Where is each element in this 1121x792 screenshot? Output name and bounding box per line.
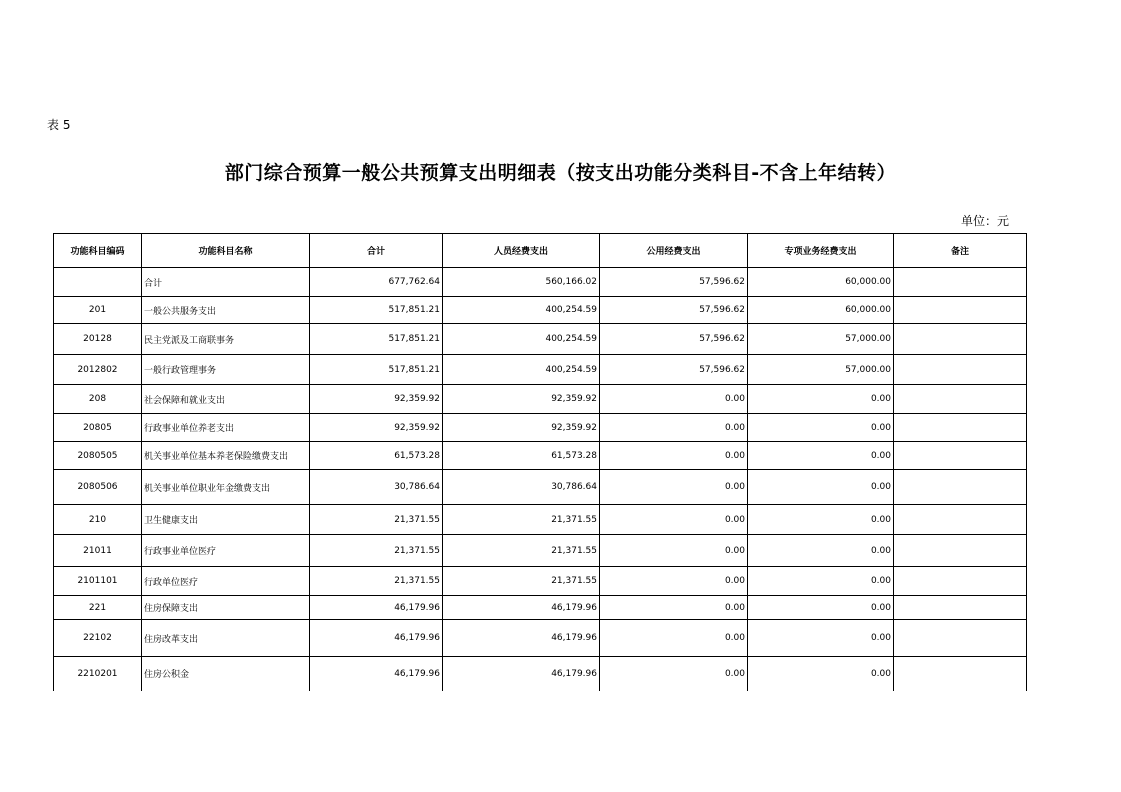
cell-public: 0.00 (600, 620, 748, 657)
cell-note (894, 385, 1027, 414)
cell-special: 0.00 (748, 442, 894, 470)
cell-total: 46,179.96 (310, 657, 443, 691)
table-row (54, 414, 1027, 442)
cell-total: 21,371.55 (310, 535, 443, 567)
cell-name: 机关事业单位基本养老保险缴费支出 (142, 442, 310, 470)
cell-personnel: 92,359.92 (443, 414, 600, 442)
cell-total: 517,851.21 (310, 297, 443, 324)
cell-note (894, 620, 1027, 657)
cell-special: 0.00 (748, 596, 894, 620)
cell-total: 21,371.55 (310, 567, 443, 596)
cell-code: 201 (54, 297, 142, 324)
cell-personnel: 21,371.55 (443, 535, 600, 567)
table-row (54, 442, 1027, 470)
header-public-expense: 公用经费支出 (600, 234, 748, 268)
table-row (54, 385, 1027, 414)
cell-public: 0.00 (600, 535, 748, 567)
cell-personnel: 560,166.02 (443, 268, 600, 297)
cell-name: 住房保障支出 (142, 596, 310, 620)
table-row (54, 324, 1027, 355)
cell-name: 合计 (142, 268, 310, 297)
cell-note (894, 535, 1027, 567)
cell-personnel: 46,179.96 (443, 596, 600, 620)
cell-special: 0.00 (748, 535, 894, 567)
cell-total: 61,573.28 (310, 442, 443, 470)
cell-code: 210 (54, 505, 142, 535)
table-row (54, 657, 1027, 691)
cell-code: 221 (54, 596, 142, 620)
cell-note (894, 268, 1027, 297)
cell-public: 57,596.62 (600, 355, 748, 385)
cell-personnel: 21,371.55 (443, 567, 600, 596)
cell-name: 民主党派及工商联事务 (142, 324, 310, 355)
budget-expenditure-table (53, 233, 1027, 691)
cell-code: 22102 (54, 620, 142, 657)
unit-label: 单位：元 (960, 214, 1009, 228)
cell-special: 0.00 (748, 657, 894, 691)
cell-name: 一般行政管理事务 (142, 355, 310, 385)
cell-total: 46,179.96 (310, 620, 443, 657)
cell-public: 0.00 (600, 596, 748, 620)
table-row (54, 567, 1027, 596)
cell-public: 0.00 (600, 657, 748, 691)
cell-public: 0.00 (600, 470, 748, 505)
cell-special: 60,000.00 (748, 297, 894, 324)
table-row (54, 268, 1027, 297)
table-row (54, 535, 1027, 567)
cell-code: 20128 (54, 324, 142, 355)
cell-name: 住房改革支出 (142, 620, 310, 657)
cell-personnel: 46,179.96 (443, 620, 600, 657)
cell-public: 0.00 (600, 567, 748, 596)
cell-total: 677,762.64 (310, 268, 443, 297)
cell-note (894, 657, 1027, 691)
header-personnel-expense: 人员经费支出 (443, 234, 600, 268)
cell-public: 57,596.62 (600, 268, 748, 297)
cell-total: 92,359.92 (310, 414, 443, 442)
cell-note (894, 505, 1027, 535)
table-row (54, 297, 1027, 324)
cell-name: 一般公共服务支出 (142, 297, 310, 324)
cell-note (894, 324, 1027, 355)
table-row (54, 355, 1027, 385)
cell-public: 0.00 (600, 505, 748, 535)
header-total: 合计 (310, 234, 443, 268)
cell-note (894, 414, 1027, 442)
cell-code: 2210201 (54, 657, 142, 691)
cell-personnel: 400,254.59 (443, 324, 600, 355)
header-function-code: 功能科目编码 (54, 234, 142, 268)
cell-public: 57,596.62 (600, 297, 748, 324)
cell-code: 20805 (54, 414, 142, 442)
cell-personnel: 61,573.28 (443, 442, 600, 470)
header-note: 备注 (894, 234, 1027, 268)
cell-name: 行政单位医疗 (142, 567, 310, 596)
cell-code: 2101101 (54, 567, 142, 596)
cell-special: 0.00 (748, 567, 894, 596)
cell-name: 社会保障和就业支出 (142, 385, 310, 414)
cell-total: 517,851.21 (310, 355, 443, 385)
table-number-label: 表 5 (47, 118, 71, 132)
cell-note (894, 470, 1027, 505)
cell-public: 0.00 (600, 414, 748, 442)
cell-note (894, 442, 1027, 470)
cell-total: 30,786.64 (310, 470, 443, 505)
header-function-name: 功能科目名称 (142, 234, 310, 268)
cell-name: 行政事业单位养老支出 (142, 414, 310, 442)
table-row (54, 596, 1027, 620)
cell-personnel: 400,254.59 (443, 355, 600, 385)
cell-personnel: 46,179.96 (443, 657, 600, 691)
cell-special: 60,000.00 (748, 268, 894, 297)
cell-code: 2080505 (54, 442, 142, 470)
cell-public: 57,596.62 (600, 324, 748, 355)
table-row (54, 470, 1027, 505)
cell-special: 57,000.00 (748, 355, 894, 385)
cell-code (54, 268, 142, 297)
cell-personnel: 21,371.55 (443, 505, 600, 535)
cell-code: 2012802 (54, 355, 142, 385)
cell-code: 208 (54, 385, 142, 414)
cell-total: 46,179.96 (310, 596, 443, 620)
cell-personnel: 30,786.64 (443, 470, 600, 505)
cell-special: 0.00 (748, 620, 894, 657)
cell-special: 0.00 (748, 385, 894, 414)
cell-note (894, 297, 1027, 324)
table-header-row (54, 234, 1027, 268)
cell-name: 住房公积金 (142, 657, 310, 691)
page-title: 部门综合预算一般公共预算支出明细表（按支出功能分类科目-不含上年结转） (224, 162, 897, 184)
cell-note (894, 596, 1027, 620)
cell-name: 机关事业单位职业年金缴费支出 (142, 470, 310, 505)
cell-special: 0.00 (748, 505, 894, 535)
cell-personnel: 92,359.92 (443, 385, 600, 414)
cell-special: 57,000.00 (748, 324, 894, 355)
cell-personnel: 400,254.59 (443, 297, 600, 324)
cell-total: 517,851.21 (310, 324, 443, 355)
table-row (54, 620, 1027, 657)
cell-name: 行政事业单位医疗 (142, 535, 310, 567)
header-special-expense: 专项业务经费支出 (748, 234, 894, 268)
cell-public: 0.00 (600, 385, 748, 414)
cell-total: 92,359.92 (310, 385, 443, 414)
cell-note (894, 567, 1027, 596)
cell-code: 21011 (54, 535, 142, 567)
cell-note (894, 355, 1027, 385)
table-row (54, 505, 1027, 535)
cell-name: 卫生健康支出 (142, 505, 310, 535)
cell-special: 0.00 (748, 470, 894, 505)
cell-code: 2080506 (54, 470, 142, 505)
cell-total: 21,371.55 (310, 505, 443, 535)
cell-special: 0.00 (748, 414, 894, 442)
cell-public: 0.00 (600, 442, 748, 470)
